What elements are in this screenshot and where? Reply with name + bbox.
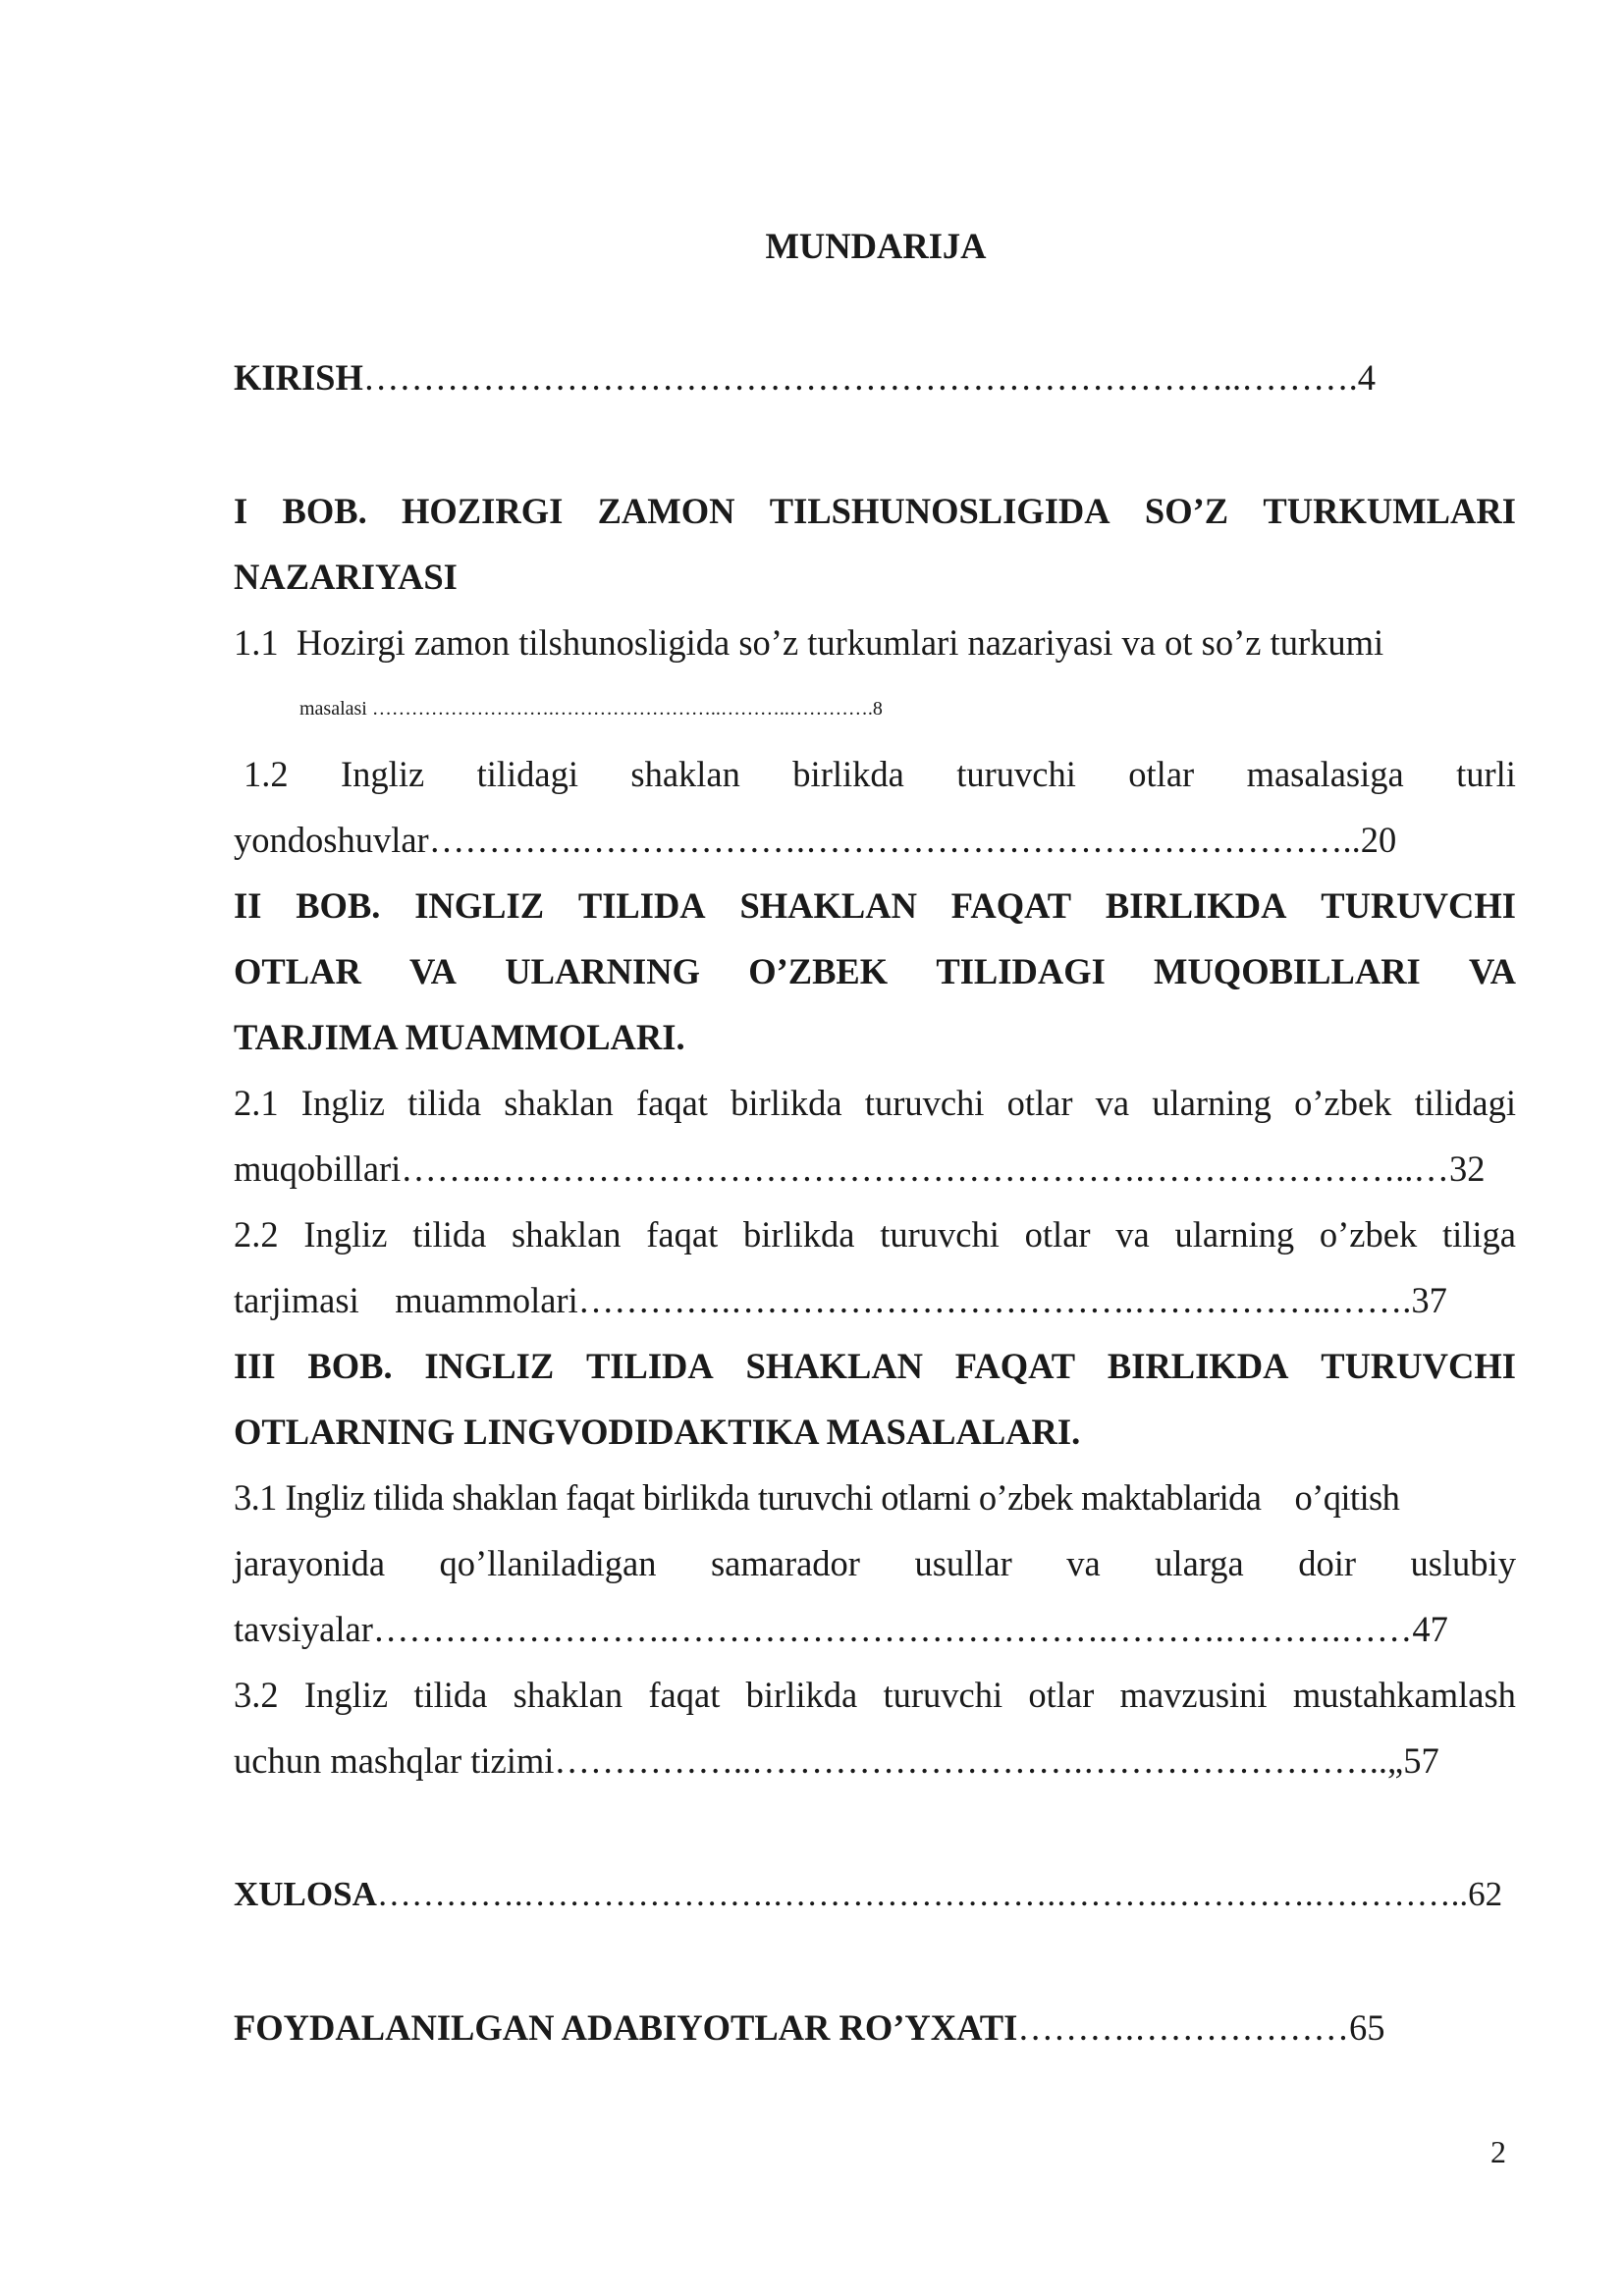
word: otlar: [1028, 1675, 1095, 1715]
toc-text: muqobillari……..……………………………………………….…………………..…: [234, 1148, 1449, 1189]
word: FAQAT: [954, 1346, 1076, 1386]
toc-section-2-1-line-2[interactable]: [234, 1147, 1516, 1192]
word: BOB.: [282, 491, 367, 531]
toc-text: tarjimasi muammolari………….…………………………….……………..…….: [234, 1280, 1412, 1320]
toc-entry-kirish[interactable]: [234, 355, 1516, 400]
toc-section-1-1-line-2[interactable]: [299, 686, 1582, 731]
word: faqat: [635, 1083, 708, 1123]
word: mavzusini: [1119, 1675, 1268, 1715]
toc-chapter-1-line-1[interactable]: [234, 489, 1516, 534]
word: 2.2: [234, 1214, 279, 1255]
word: tilida: [412, 1214, 487, 1255]
word: birlikda: [731, 1083, 842, 1123]
word: HOZIRGI: [402, 491, 564, 531]
page-title: MUNDARIJA: [765, 226, 987, 266]
word: I: [234, 491, 248, 531]
word: masalasiga: [1246, 754, 1404, 794]
toc-text: tavsiyalar…………………….……………………………….……….……….……: [234, 1609, 1413, 1649]
toc-page-number: 32: [1448, 1148, 1486, 1189]
word: BIRLIKDA: [1107, 1346, 1289, 1386]
toc-section-3-1-line-3[interactable]: [234, 1607, 1516, 1652]
toc-section-1-2-line-1[interactable]: [244, 752, 1516, 797]
word: 3.2: [234, 1675, 279, 1715]
word: TILIDAGI: [936, 951, 1106, 991]
word: ZAMON: [597, 491, 735, 531]
word: va: [1115, 1214, 1150, 1255]
word: otlar: [1006, 1083, 1073, 1123]
word: TURUVCHI: [1321, 885, 1516, 926]
word: tilidagi: [476, 754, 578, 794]
word: shaklan: [512, 1214, 622, 1255]
word: II: [234, 885, 262, 926]
toc-chapter-2-line-1[interactable]: [234, 883, 1516, 929]
word: MUQOBILLARI: [1154, 951, 1421, 991]
word: BOB.: [307, 1346, 393, 1386]
word: III: [234, 1346, 276, 1386]
toc-page-number: 57: [1403, 1740, 1439, 1781]
word: va: [1095, 1083, 1130, 1123]
word: 2.1: [234, 1083, 279, 1123]
page-number: 2: [1490, 2134, 1506, 2169]
word: Ingliz: [303, 1214, 388, 1255]
word: turuvchi: [880, 1214, 1000, 1255]
word: otlar: [1128, 754, 1195, 794]
toc-leader-dots: ………….………………….…………………….……….………….…………..: [376, 1875, 1469, 1913]
word: shaklan: [513, 1675, 623, 1715]
word: tiliga: [1441, 1214, 1516, 1255]
toc-label: KIRISH: [234, 357, 363, 398]
toc-section-2-2-line-1[interactable]: [234, 1212, 1516, 1257]
word: INGLIZ: [414, 885, 545, 926]
toc-page-number: 4: [1357, 357, 1376, 398]
toc-section-3-2-line-2[interactable]: [234, 1738, 1516, 1784]
word: turuvchi: [956, 754, 1076, 794]
word: birlikda: [742, 1214, 855, 1255]
word: INGLIZ: [424, 1346, 555, 1386]
word: va: [1066, 1543, 1101, 1583]
word: turli: [1456, 754, 1516, 794]
word: faqat: [648, 1675, 721, 1715]
word: qo’llaniladigan: [439, 1543, 657, 1583]
word: shaklan: [504, 1083, 614, 1123]
toc-chapter-3-line-2[interactable]: OTLARNING LINGVODIDAKTIKA MASALALARI.: [234, 1412, 1081, 1452]
toc-entry-xulosa[interactable]: [234, 1872, 1516, 1917]
word: TURKUMLARI: [1263, 491, 1516, 531]
word: turuvchi: [864, 1083, 985, 1123]
toc-section-3-1-line-2[interactable]: [234, 1541, 1516, 1586]
toc-chapter-1-line-2[interactable]: NAZARIYASI: [234, 557, 458, 597]
word: tilida: [407, 1083, 482, 1123]
word: VA: [1468, 951, 1516, 991]
word: turuvchi: [883, 1675, 1003, 1715]
word: usullar: [914, 1543, 1012, 1583]
toc-section-2-1-line-1[interactable]: [234, 1081, 1516, 1126]
word: Ingliz: [341, 754, 425, 794]
toc-section-3-2-line-1[interactable]: [234, 1673, 1516, 1718]
word: VA: [409, 951, 458, 991]
word: OTLAR: [234, 951, 361, 991]
word: ularga: [1155, 1543, 1244, 1583]
word: otlar: [1024, 1214, 1091, 1255]
word: 1.2: [244, 754, 289, 794]
toc-label: XULOSA: [234, 1875, 377, 1913]
word: BOB.: [296, 885, 381, 926]
toc-page-number: 62: [1468, 1875, 1503, 1913]
toc-section-1-2-line-2[interactable]: [234, 818, 1516, 863]
word: ularning: [1152, 1083, 1272, 1123]
word: SHAKLAN: [745, 1346, 924, 1386]
word: faqat: [646, 1214, 719, 1255]
toc-text: uchun mashqlar tizimi……………..……………………….……………………..„: [234, 1740, 1404, 1781]
toc-page-number: 37: [1411, 1280, 1447, 1320]
word: tilidagi: [1414, 1083, 1516, 1123]
word: jarayonida: [234, 1543, 386, 1583]
toc-page-number: 65: [1348, 2007, 1385, 2048]
word: uslubiy: [1410, 1543, 1516, 1583]
word: mustahkamlash: [1292, 1675, 1516, 1715]
word: O’ZBEK: [748, 951, 889, 991]
toc-leader-dots: ……….………………: [1017, 2007, 1349, 2048]
toc-label: FOYDALANILGAN ADABIYOTLAR RO’YXATI: [234, 2007, 1018, 2048]
word: tilida: [413, 1675, 488, 1715]
toc-section-3-1-line-1[interactable]: 3.1 Ingliz tilida shaklan faqat birlikda turuvchi otlarni o’zbek maktablarida o’qitish: [234, 1477, 1400, 1518]
word: ularning: [1174, 1214, 1295, 1255]
toc-chapter-2-line-3[interactable]: TARJIMA MUAMMOLARI.: [234, 1017, 685, 1057]
toc-page-number: 8: [872, 698, 883, 720]
toc-section-1-1-line-1[interactable]: 1.1 Hozirgi zamon tilshunosligida so’z turkumlari nazariyasi va ot so’z turkumi: [234, 622, 1384, 663]
word: TURUVCHI: [1321, 1346, 1516, 1386]
word: Ingliz: [300, 1083, 385, 1123]
toc-page-number: 47: [1412, 1609, 1448, 1649]
word: SO’Z: [1144, 491, 1229, 531]
toc-entry-bibliography[interactable]: [234, 2005, 1516, 2051]
word: birlikda: [745, 1675, 858, 1715]
word: birlikda: [792, 754, 904, 794]
toc-section-2-2-line-2[interactable]: [234, 1278, 1516, 1323]
word: TILIDA: [585, 1346, 714, 1386]
toc-text: yondoshuvlar………….……………….………………………………………..: [234, 820, 1361, 860]
word: SHAKLAN: [739, 885, 917, 926]
toc-chapter-3-line-1[interactable]: [234, 1344, 1516, 1389]
word: BIRLIKDA: [1105, 885, 1287, 926]
word: TILIDA: [577, 885, 706, 926]
toc-text: masalasi ……………………….……………………..………..………….: [299, 698, 873, 720]
word: Ingliz: [303, 1675, 389, 1715]
toc-chapter-2-line-2[interactable]: [234, 949, 1516, 994]
word: TILSHUNOSLIGIDA: [769, 491, 1110, 531]
word: o’zbek: [1294, 1083, 1392, 1123]
word: shaklan: [630, 754, 740, 794]
toc-leader-dots: ………………………………………………………………..……….: [362, 357, 1358, 398]
toc-page-number: 20: [1360, 820, 1397, 860]
word: ULARNING: [505, 951, 700, 991]
word: samarador: [710, 1543, 860, 1583]
word: doir: [1298, 1543, 1356, 1583]
word: o’zbek: [1319, 1214, 1418, 1255]
word: FAQAT: [950, 885, 1072, 926]
